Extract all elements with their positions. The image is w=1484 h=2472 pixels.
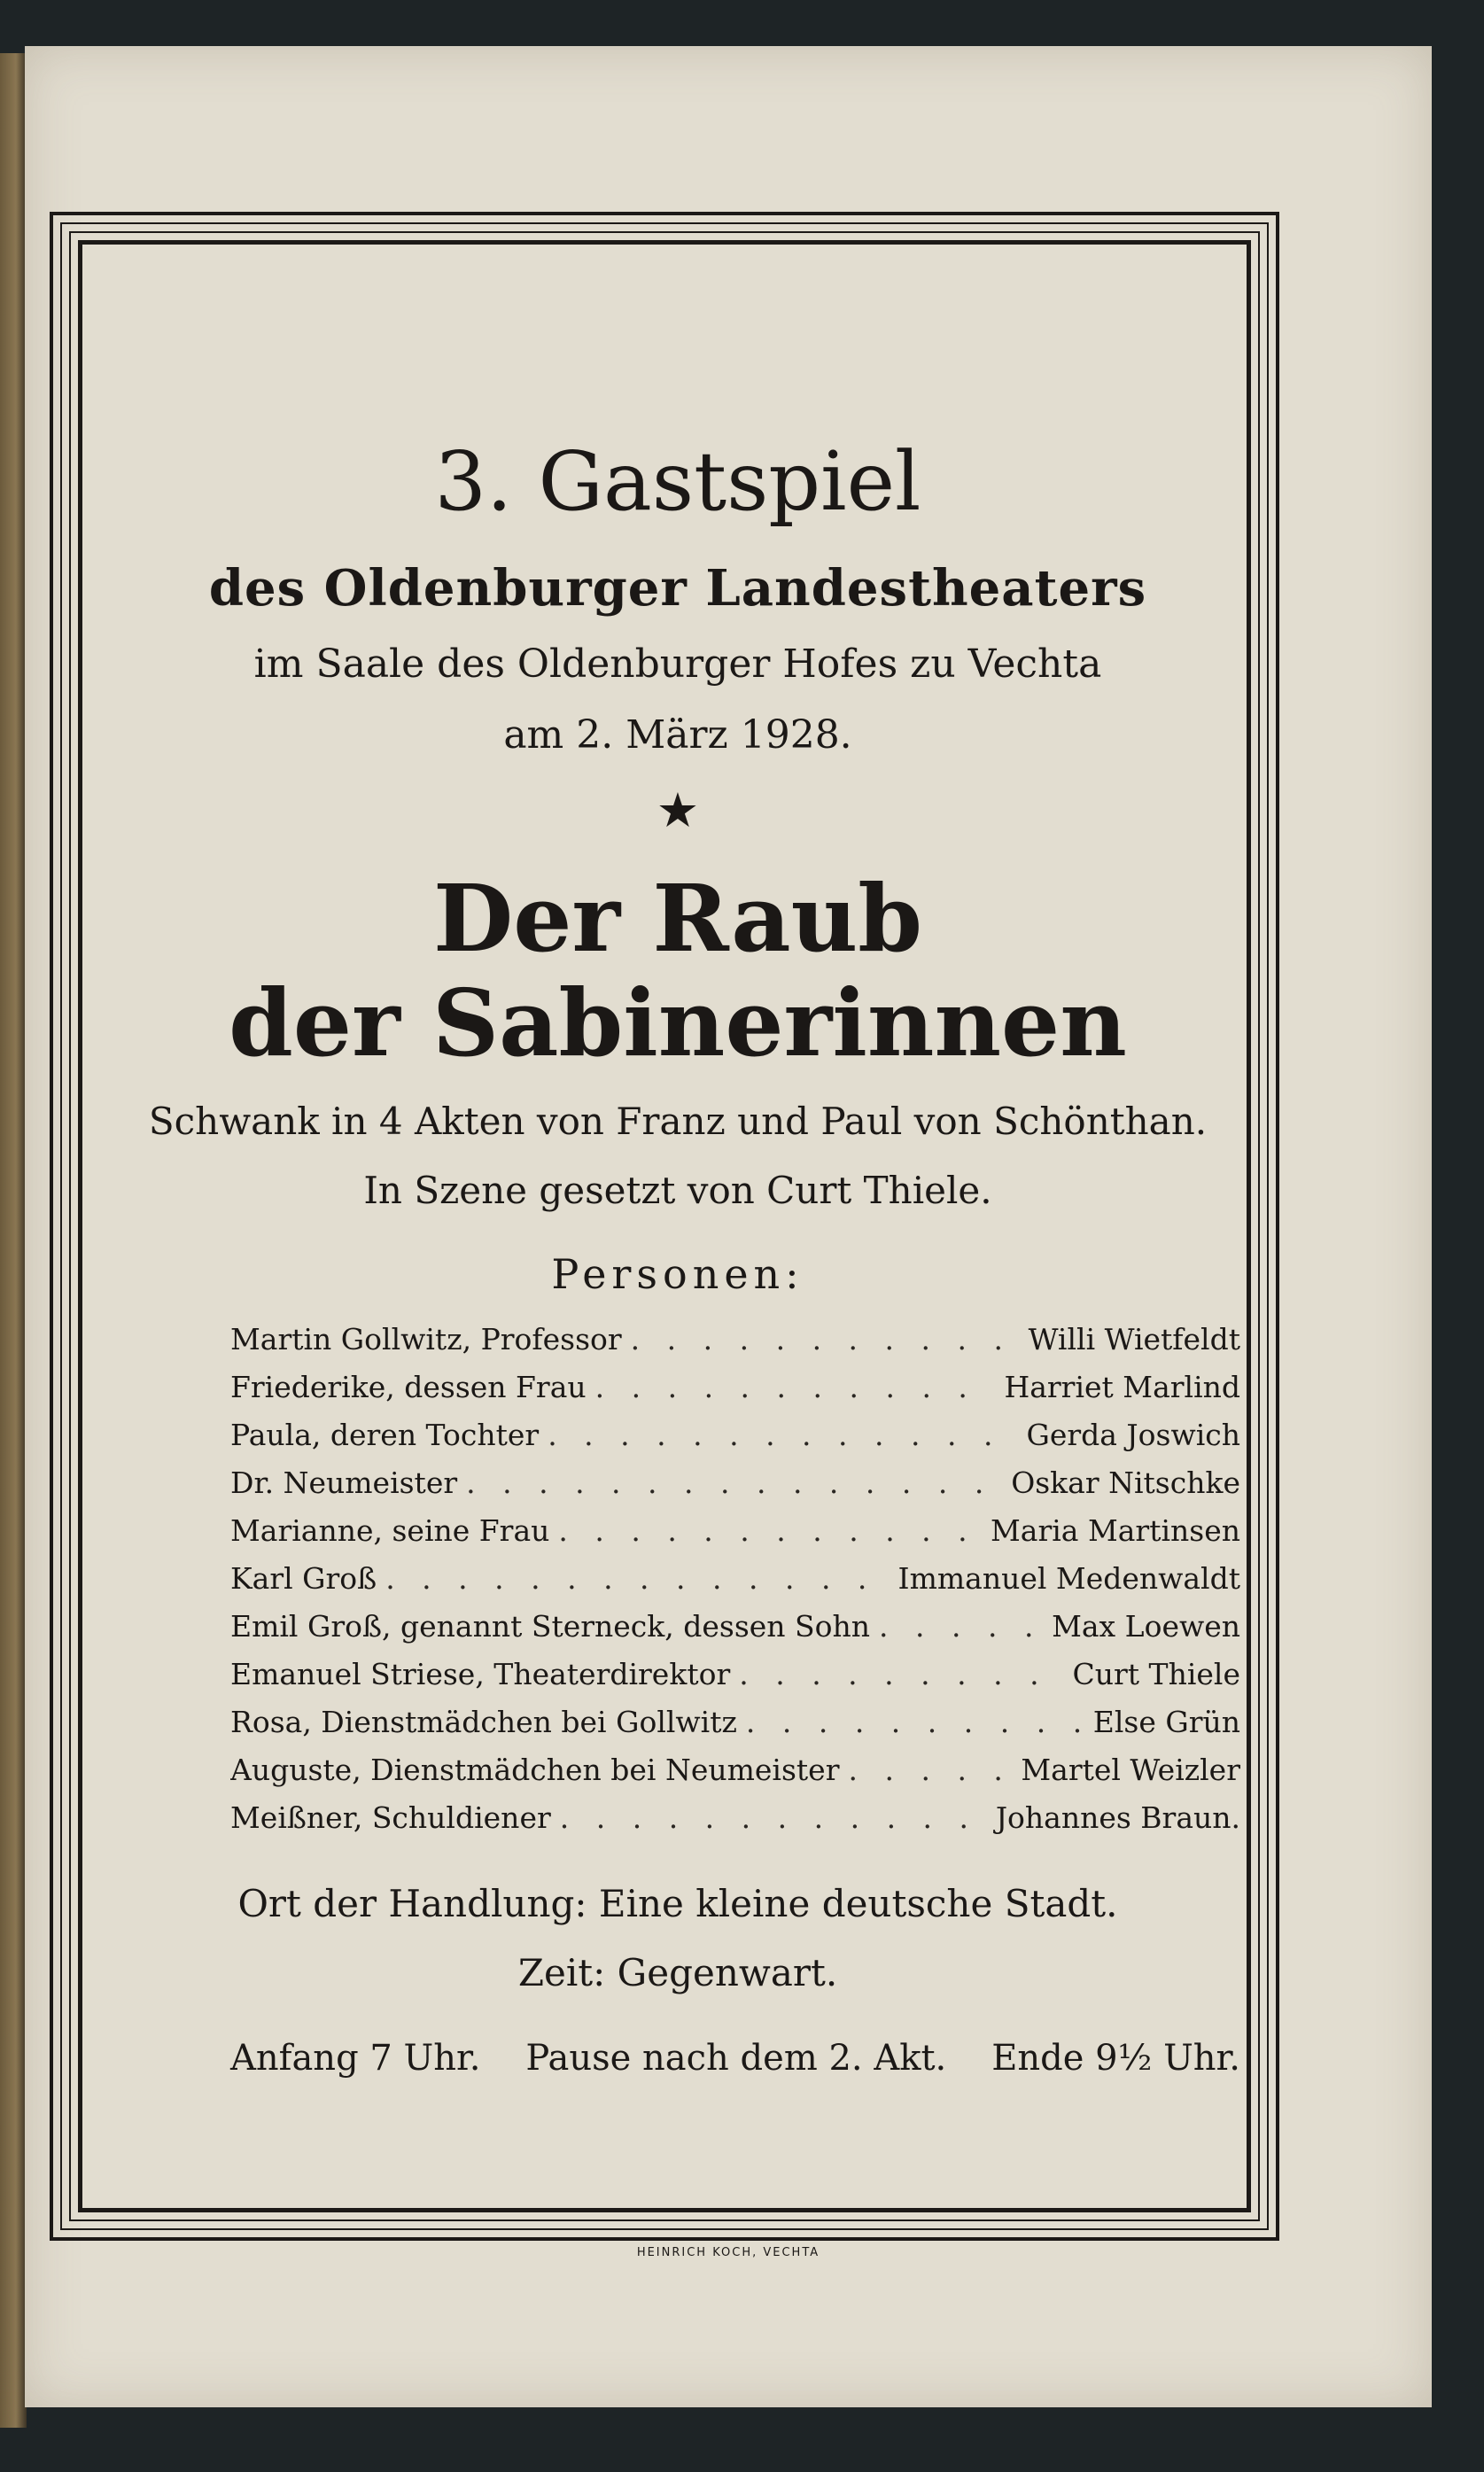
leader-dots [595,1364,996,1411]
cast-row [230,1699,1240,1746]
cast-row [230,1603,1240,1651]
actor-name: Oskar Nitschke [1011,1465,1240,1500]
actor-name: Maria Martinsen [991,1513,1240,1548]
book-binding [0,53,27,2428]
role-name: Paula, deren Tochter [230,1418,540,1452]
actor-name: Martel Weizler [1021,1753,1240,1787]
role-name: Rosa, Dienstmädchen bei Gollwitz [230,1705,737,1739]
cast-row [230,1746,1240,1794]
printer-credit: HEINRICH KOCH, VECHTA [636,2246,820,2259]
leader-dots [739,1651,1063,1699]
start-time: Anfang 7 Uhr. [230,2038,481,2079]
end-time: Ende 9½ Uhr. [991,2038,1240,2079]
decorative-frame [50,212,1279,2241]
cast-row [230,1316,1240,1364]
date-line: am 2. März 1928. [503,712,852,758]
actor-name: Gerda Joswich [1026,1418,1240,1452]
leader-dots [466,1459,1002,1507]
cast-row [230,1555,1240,1603]
leader-dots [558,1507,982,1555]
role-name: Emil Groß, genannt Sterneck, dessen Sohn [230,1609,871,1644]
cast-row [230,1794,1240,1842]
cast-row [230,1364,1240,1411]
role-name: Dr. Neumeister [230,1465,458,1500]
role-name: Emanuel Striese, Theaterdirektor [230,1657,731,1691]
actor-name: Johannes Braun. [995,1800,1240,1835]
setting-line: Ort der Handlung: Eine kleine deutsche Stadt. [237,1882,1118,1925]
cast-row [230,1651,1240,1699]
cast-list [230,1316,1240,1842]
actor-name: Else Grün [1092,1705,1240,1739]
actor-name: Max Loewen [1052,1609,1240,1644]
role-name: Martin Gollwitz, Professor [230,1322,622,1356]
leader-dots [548,1411,1017,1459]
leader-dots [879,1603,1043,1651]
venue-line: im Saale des Oldenburger Hofes zu Vechta [253,641,1102,687]
theater-name: des Oldenburger Landestheaters [208,559,1147,618]
role-name: Friederike, dessen Frau [230,1370,587,1404]
cast-heading: Personen: [551,1250,804,1298]
intermission-note: Pause nach dem 2. Akt. [525,2038,947,2079]
actor-name: Willi Wietfeldt [1028,1322,1240,1356]
leader-dots [560,1794,987,1842]
program-page [25,46,1432,2407]
role-name: Marianne, seine Frau [230,1513,550,1548]
role-name: Meißner, Schuldiener [230,1800,551,1835]
actor-name: Harriet Marlind [1004,1370,1240,1404]
cast-row [230,1411,1240,1459]
cast-row [230,1459,1240,1507]
role-name: Auguste, Dienstmädchen bei Neumeister [230,1753,840,1787]
actor-name: Curt Thiele [1072,1657,1240,1691]
cast-row [230,1507,1240,1555]
time-line: Zeit: Gegenwart. [517,1951,838,1994]
leader-dots [746,1699,1084,1746]
play-subtitle: Schwank in 4 Akten von Franz und Paul von Schönthan. [148,1100,1208,1143]
direction-credit: In Szene gesetzt von Curt Thiele. [363,1169,992,1212]
actor-name: Immanuel Medenwaldt [897,1561,1240,1596]
gastspiel-heading: 3. Gastspiel [434,434,921,529]
play-title-line1: Der Raub [433,864,922,973]
leader-dots [385,1555,889,1603]
leader-dots [631,1316,1020,1364]
leader-dots [849,1746,1013,1794]
schedule-line [230,2038,1240,2079]
star-icon: ★ [656,782,700,838]
play-title-line2: der Sabinerinnen [229,968,1127,1077]
role-name: Karl Groß [230,1561,377,1596]
